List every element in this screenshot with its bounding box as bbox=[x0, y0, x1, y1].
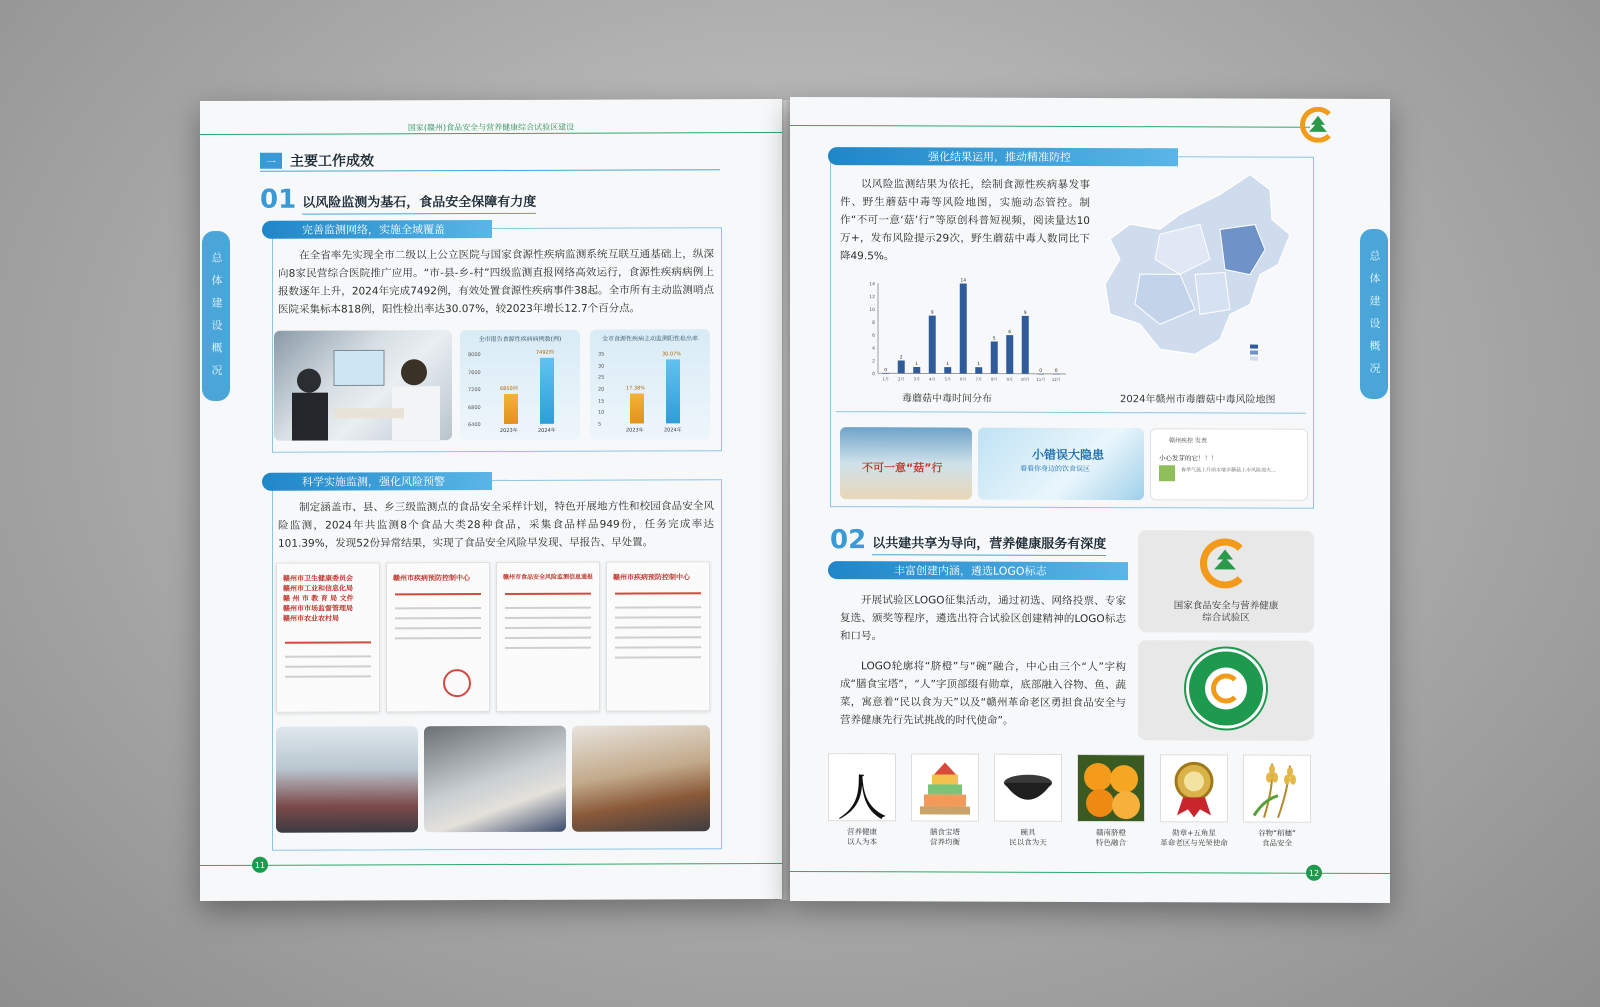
caption-line-2: 民以食为天 bbox=[1009, 837, 1047, 847]
section-title: 主要工作成效 bbox=[290, 153, 374, 170]
bar-value-label: 14 bbox=[960, 278, 967, 284]
map-caption: 2024年赣州市毒蘑菇中毒风险地图 bbox=[1120, 394, 1276, 406]
y-tick-label: 8 bbox=[872, 320, 875, 326]
y-tick-label: 0 bbox=[872, 372, 875, 378]
caption-line-1: 碗具 bbox=[1020, 827, 1036, 837]
bar-value-label: 5 bbox=[992, 336, 996, 342]
video-thumb-2-title: 小错误大隐患 bbox=[1032, 447, 1105, 463]
positive-rate-label-2024: 30.07% bbox=[662, 351, 682, 358]
video-thumb-2[interactable] bbox=[978, 428, 1144, 501]
social-post-image bbox=[1159, 465, 1175, 481]
case-count-cat-2024: 2024年 bbox=[538, 427, 556, 434]
bar-12月 bbox=[1053, 374, 1060, 375]
side-tab: 总 体 建 设 概 况 bbox=[202, 231, 230, 401]
caption-line-2: 以人为本 bbox=[847, 837, 877, 847]
red-seal-icon bbox=[443, 669, 471, 697]
y-tick-label: 10 bbox=[869, 307, 875, 313]
positive-rate-cat-2024: 2024年 bbox=[664, 427, 682, 434]
bar-value-label: 9 bbox=[1023, 310, 1027, 316]
block4-paragraph-2: LOGO轮廓将“脐橙”与“碗”融合，中心由三个“人”字构成“膳食宝塔”，“人”字顶部缀有勋章，底部融入谷物、鱼、蔬菜，寓意着“民以食为天”以及“赣州革命老区勇担食品安全与营养健康先行先试挑战的时代使命”。 bbox=[840, 660, 1126, 727]
case-count-chart bbox=[460, 330, 580, 440]
bar-10月 bbox=[1022, 316, 1029, 374]
bar-5月 bbox=[944, 367, 951, 373]
video-thumb-1-title: 不可一意“菇”行 bbox=[862, 461, 943, 475]
logo-card-main bbox=[1138, 530, 1314, 633]
bar-value-label: 2 bbox=[899, 355, 903, 361]
bar-value-label: 1 bbox=[915, 361, 919, 367]
section-header bbox=[260, 150, 374, 170]
pagoda-caption bbox=[905, 827, 985, 847]
positive-rate-chart-title: 全市食源性疾病主动监测阳性检出率 bbox=[601, 335, 698, 343]
document-notice-4 bbox=[606, 561, 710, 711]
bar-9月 bbox=[1006, 335, 1013, 374]
document-notice-3-header: 赣州市食品安全风险监测信息通报 bbox=[503, 573, 594, 581]
block1-title: 以风险监测为基石，食品安全保障有力度 bbox=[302, 191, 536, 215]
left-page bbox=[200, 99, 782, 901]
section-rule bbox=[260, 169, 720, 172]
block2-paragraph: 制定涵盖市、县、乡三级监测点的食品安全采样计划，特色开展地方性和校园食品安全风险监测，2024年共监测8个食品大类28种食品，采集食品样品949份，任务完成率达101.39%，发现52份异常结果，实现了食品安全风险早发现、早报告、早处置。 bbox=[278, 500, 714, 550]
person-glyph: 人 bbox=[837, 769, 887, 828]
section-number: 一 bbox=[260, 153, 282, 169]
right-page bbox=[790, 97, 1390, 903]
bar-value-label: 0 bbox=[1054, 368, 1058, 374]
social-post-thumb[interactable] bbox=[1150, 428, 1308, 501]
page-number: 12 bbox=[1306, 865, 1322, 881]
risk-map bbox=[1100, 164, 1300, 365]
bar-chart-caption: 毒蘑菇中毒时间分布 bbox=[902, 393, 992, 405]
positive-rate-label-2023: 17.38% bbox=[626, 385, 646, 392]
x-tick-label: 4月 bbox=[928, 376, 936, 382]
orange-caption bbox=[1071, 828, 1151, 848]
bar-value-label: 0 bbox=[1039, 368, 1043, 374]
block4-heading bbox=[830, 525, 1106, 556]
block1-heading bbox=[260, 184, 536, 215]
bar-value-label: 9 bbox=[930, 310, 934, 316]
positive-rate-bar-2024 bbox=[666, 359, 680, 423]
bar-value-label: 1 bbox=[946, 362, 950, 368]
tick-label: 6800 bbox=[468, 404, 481, 411]
logo-main-icon bbox=[1200, 538, 1250, 588]
inspection-photo-2 bbox=[424, 726, 566, 832]
logo-card-badge bbox=[1138, 640, 1314, 741]
caption-line-2: 食品安全 bbox=[1262, 838, 1292, 848]
caption-line-1: 膳食宝塔 bbox=[930, 827, 960, 837]
tick-label: 35 bbox=[598, 351, 605, 358]
medal-caption bbox=[1154, 828, 1234, 848]
caption-line-2: 营养均衡 bbox=[930, 837, 960, 847]
x-tick-label: 9月 bbox=[1006, 376, 1014, 382]
block4-paragraph-1: 开展试验区LOGO征集活动，通过初选、网络投票、专家复选、颁奖等程序，遴选出符合试验区创建精神的LOGO标志和口号。 bbox=[840, 594, 1126, 643]
case-count-bar-2024 bbox=[540, 358, 554, 424]
bar-value-label: 6 bbox=[1008, 330, 1012, 336]
y-tick-label: 2 bbox=[872, 359, 875, 365]
video-thumb-2-subtitle: 看看你身边的饮食误区 bbox=[1020, 464, 1090, 473]
tick-label: 7200 bbox=[468, 387, 481, 394]
tick-label: 5 bbox=[598, 421, 602, 428]
document-notice-2-header: 赣州市疾病预防控制中心 bbox=[393, 574, 470, 583]
inspection-photo-3 bbox=[572, 725, 710, 831]
y-tick-label: 14 bbox=[869, 282, 875, 288]
case-count-chart-title: 全市报告食源性疾病病例数(例) bbox=[478, 335, 562, 344]
block3-ribbon: 强化结果运用，推动精准防控 bbox=[828, 147, 1178, 166]
bar-8月 bbox=[991, 342, 998, 374]
block2-ribbon: 科学实施监测，强化风险预警 bbox=[262, 472, 492, 491]
running-head: 国家(赣州)食品安全与营养健康综合试验区建设 bbox=[200, 121, 782, 135]
tick-label: 7600 bbox=[468, 369, 481, 376]
bowl-caption bbox=[988, 828, 1068, 848]
x-tick-label: 12月 bbox=[1051, 376, 1061, 382]
logo-mark-icon bbox=[1300, 107, 1336, 143]
x-tick-label: 7月 bbox=[975, 376, 983, 382]
tick-label: 6400 bbox=[468, 422, 481, 429]
bar-2月 bbox=[898, 360, 905, 373]
person-caption bbox=[822, 827, 902, 847]
block3-paragraph: 以风险监测结果为依托，绘制食源性疾病暴发事件、野生蘑菇中毒等风险地图，实施动态管控。制作“不可一意‘菇’行”等原创科普短视频，阅读量达10万+，发布风险提示29次，野生蘑菇中毒人数同比下降49.5%。 bbox=[840, 178, 1090, 263]
header-line bbox=[790, 125, 1310, 128]
bar-4月 bbox=[929, 316, 936, 374]
bar-value-label: 0 bbox=[884, 368, 888, 374]
person-icon bbox=[828, 753, 896, 828]
positive-rate-chart bbox=[590, 329, 710, 439]
case-count-cat-2023: 2023年 bbox=[500, 427, 518, 434]
clinic-photo-illustration bbox=[274, 330, 452, 441]
caption-line-2: 特色融合 bbox=[1096, 838, 1126, 848]
logo-badge-icon bbox=[1186, 648, 1266, 728]
block1-paragraph: 在全省率先实现全市二级以上公立医院与国家食源性疾病监测系统互联互通基础上，纵深向8家民营综合医院推广应用。“市-县-乡-村”四级监测直报网络高效运行，食源性疾病病例上报数逐年上升，2024年完成7492例，有效处置食源性疾病事件38起。全市所有主动监测哨点医院采集标本818例，阳性检出率达30.07%，较2023年增长12.7个百分点。 bbox=[278, 248, 714, 316]
caption-line-1: 勋章+五角星 bbox=[1172, 828, 1216, 838]
logo-main-tree-icon bbox=[1207, 545, 1243, 581]
positive-rate-cat-2023: 2023年 bbox=[626, 427, 644, 434]
page-number: 11 bbox=[252, 857, 268, 873]
document-notice-3 bbox=[496, 562, 600, 712]
block4-title: 以共建共享为导向，营养健康服务有深度 bbox=[872, 532, 1106, 556]
x-tick-label: 5月 bbox=[944, 376, 952, 382]
block4-ribbon: 丰富创建内涵，遴选LOGO标志 bbox=[828, 561, 1128, 580]
bar-7月 bbox=[975, 367, 982, 373]
caption-line-1: 赣南脐橙 bbox=[1096, 828, 1126, 838]
bar-1月 bbox=[882, 373, 889, 374]
logo-element-icons bbox=[790, 97, 1390, 99]
social-post-title: 小心发芽的它！！！ bbox=[1159, 454, 1218, 463]
caption-line-1: 营养健康 bbox=[847, 827, 877, 837]
mushroom-bar-chart bbox=[860, 277, 1070, 390]
bar-11月 bbox=[1037, 374, 1044, 375]
y-tick-label: 12 bbox=[869, 295, 875, 301]
x-tick-label: 10月 bbox=[1020, 376, 1030, 382]
document-notice-1 bbox=[276, 562, 380, 712]
social-post-body: 春季气温上升雨水增多蘑菇上市风险加大… bbox=[1181, 467, 1277, 474]
case-count-bar-2023 bbox=[504, 394, 518, 424]
pagoda-icon bbox=[911, 753, 979, 821]
tick-label: 20 bbox=[598, 386, 605, 393]
document-notice-1-header: 赣州市卫生健康委员会 赣州市工业和信息化局 赣 州 市 教 育 局 文件 赣州市市场监督管理局 赣州市农业农村局 bbox=[283, 574, 354, 623]
case-count-label-2023: 6850例 bbox=[500, 385, 518, 392]
x-tick-label: 8月 bbox=[990, 376, 998, 382]
map-region-3 bbox=[1195, 272, 1230, 314]
tick-label: 15 bbox=[598, 398, 605, 405]
x-tick-label: 6月 bbox=[959, 376, 967, 382]
bowl-icon bbox=[994, 754, 1062, 822]
logo-name-line-2: 综合试验区 bbox=[1202, 612, 1250, 624]
tick-label: 8000 bbox=[468, 352, 481, 359]
x-tick-label: 3月 bbox=[913, 376, 921, 382]
tick-label: 10 bbox=[598, 409, 605, 416]
y-tick-label: 4 bbox=[872, 346, 875, 352]
social-post-user: 赣州疾控 发表 bbox=[1169, 437, 1207, 445]
x-tick-label: 11月 bbox=[1036, 376, 1046, 382]
caption-line-2: 革命老区与光荣使命 bbox=[1160, 838, 1228, 848]
bar-value-label: 1 bbox=[977, 362, 981, 368]
positive-rate-bar-2023 bbox=[630, 393, 644, 423]
block1-number: 01 bbox=[260, 184, 297, 215]
side-tab: 总 体 建 设 概 况 bbox=[1360, 229, 1388, 399]
x-tick-label: 2月 bbox=[897, 376, 905, 382]
grain-icon bbox=[1243, 755, 1311, 823]
footer-line bbox=[200, 863, 782, 866]
medal-icon bbox=[1160, 754, 1228, 822]
orange-icon bbox=[1077, 754, 1145, 822]
clinic-photo bbox=[274, 330, 452, 441]
footer-line bbox=[790, 871, 1390, 874]
caption-line-1: 谷物“稻穗” bbox=[1258, 828, 1296, 838]
tick-label: 25 bbox=[598, 374, 605, 381]
x-tick-label: 1月 bbox=[882, 376, 890, 382]
y-tick-label: 6 bbox=[872, 333, 875, 339]
inspection-photo-1 bbox=[276, 726, 418, 832]
bar-3月 bbox=[913, 367, 920, 373]
block4-number: 02 bbox=[830, 525, 867, 556]
case-count-label-2024: 7492例 bbox=[536, 349, 554, 356]
document-notice-2 bbox=[386, 562, 490, 712]
bar-6月 bbox=[960, 284, 967, 374]
block1-ribbon: 完善监测网络，实施全域覆盖 bbox=[262, 220, 492, 239]
logo-tree-icon bbox=[1305, 112, 1331, 138]
logo-name-line-1: 国家食品安全与营养健康 bbox=[1173, 600, 1279, 612]
tick-label: 30 bbox=[598, 363, 605, 370]
document-notice-4-header: 赣州市疾病预防控制中心 bbox=[613, 573, 690, 582]
video-thumb-1[interactable] bbox=[840, 427, 972, 499]
grain-caption bbox=[1237, 829, 1317, 849]
